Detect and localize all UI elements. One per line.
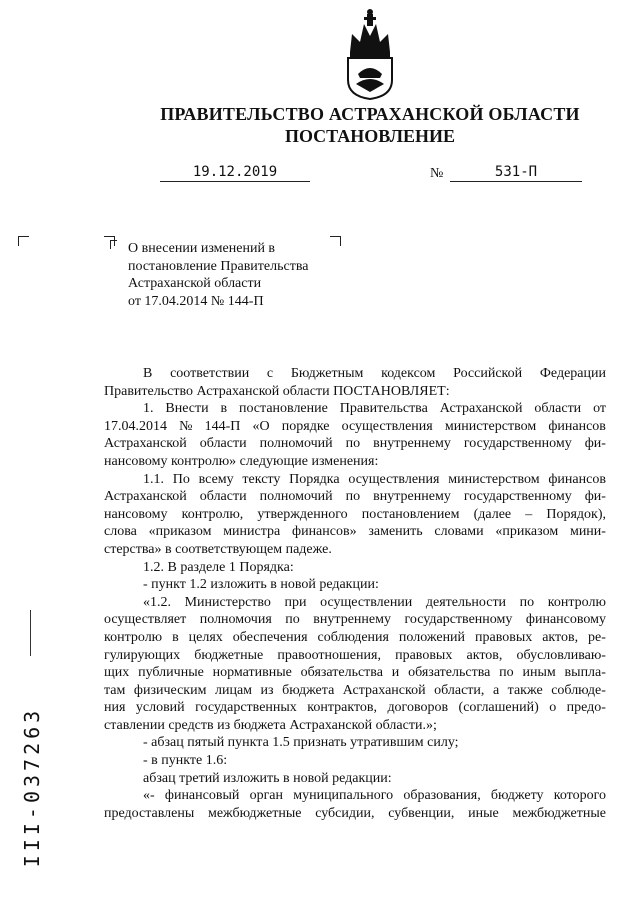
word: бюджета — [282, 682, 335, 698]
word: и — [391, 665, 400, 681]
body-line: ставлении средств из бюджета Астраханской области.»; — [104, 717, 437, 733]
word: финансов — [548, 418, 606, 434]
word: Федерации — [539, 366, 606, 381]
word: области, — [434, 682, 485, 698]
subject-line: от 17.04.2014 № 144-П — [128, 293, 264, 309]
word: субсидии, — [315, 805, 375, 821]
margin-line — [30, 610, 31, 656]
word: предоставлены — [104, 805, 195, 821]
word: «приказом — [148, 524, 212, 540]
word: бюджету — [490, 788, 544, 804]
word: внутреннему — [373, 489, 451, 505]
word: осуществлении — [320, 594, 413, 610]
word: Астраханской — [342, 682, 426, 698]
word: Правительства — [339, 401, 428, 417]
word: договоров — [387, 700, 449, 716]
number-label: № — [430, 166, 444, 181]
word: по — [345, 489, 361, 505]
word: контрактов, — [307, 700, 377, 716]
word: щих — [104, 665, 130, 681]
body-line: - в пункте 1.6: — [143, 753, 228, 769]
word: деятельности — [425, 594, 507, 610]
word: порядке — [281, 418, 330, 434]
word: всему — [198, 471, 234, 487]
word: По — [172, 471, 190, 487]
word: В — [143, 366, 153, 381]
word: целях — [188, 629, 223, 645]
word: контролю — [104, 629, 163, 645]
body-line — [104, 787, 606, 805]
document-body — [104, 365, 606, 822]
word: правоотношения, — [277, 647, 381, 663]
word: предо- — [566, 700, 606, 716]
word: (соглашений) — [458, 700, 539, 716]
document-number: 531-П — [450, 164, 582, 182]
word: Астраханской — [439, 401, 523, 417]
body-line: 1.2. В разделе 1 Порядка: — [143, 559, 294, 575]
word: Порядка — [289, 471, 340, 487]
word: «приказом — [495, 524, 559, 540]
word: (далее — [473, 506, 512, 522]
body-line: стерства» в соответствующем падеже. — [104, 541, 332, 557]
word: 1.1. — [143, 471, 164, 487]
word: 1. — [143, 401, 154, 417]
word: муниципального — [293, 788, 394, 804]
word: Астраханской — [104, 436, 187, 452]
word: утвержденного — [257, 506, 348, 522]
word: контролю — [547, 594, 606, 610]
word: – — [525, 506, 533, 522]
word: постановление — [238, 401, 328, 417]
body-line — [104, 611, 606, 629]
word: финансов» — [292, 524, 357, 540]
corner-mark — [18, 236, 29, 246]
document-subject — [128, 240, 308, 310]
word: при — [284, 594, 307, 610]
subject-line: постановление Правительства — [128, 258, 309, 274]
word: соблюде- — [551, 682, 606, 698]
word: также — [507, 682, 543, 698]
word: государственному — [404, 612, 513, 628]
word: 17.04.2014 — [104, 418, 167, 434]
word: из — [260, 682, 274, 698]
word: а — [492, 682, 500, 698]
body-line — [104, 418, 606, 436]
word: лицам — [214, 682, 253, 698]
word: которого — [553, 788, 606, 804]
word: словами — [434, 524, 484, 540]
word: постановлением — [361, 506, 460, 522]
word: министерством — [448, 471, 540, 487]
word: осуществления — [341, 418, 433, 434]
word: актов, — [542, 629, 579, 645]
body-line — [104, 435, 606, 453]
word: заменить — [368, 524, 423, 540]
word: государственному — [463, 436, 572, 452]
word: соблюдения — [317, 629, 389, 645]
word: фи- — [584, 489, 606, 505]
word: бюджетные — [194, 647, 264, 663]
word: условий — [135, 700, 185, 716]
corner-mark — [110, 240, 117, 249]
word: о — [549, 700, 557, 716]
word: иным — [522, 665, 556, 681]
government-title: ПРАВИТЕЛЬСТВО АСТРАХАНСКОЙ ОБЛАСТИ — [160, 104, 580, 124]
word: фи- — [584, 436, 606, 452]
body-line — [104, 523, 606, 541]
word: области — [534, 401, 582, 417]
word: от — [593, 401, 606, 417]
word: по — [519, 594, 535, 610]
word: Внести — [165, 401, 209, 417]
word: положений — [398, 629, 466, 645]
word: правовых — [395, 647, 453, 663]
word: образования, — [403, 788, 481, 804]
corner-mark — [330, 236, 341, 246]
word: публичные — [138, 665, 204, 681]
word: выпла- — [564, 665, 606, 681]
body-line — [104, 594, 606, 612]
body-line — [104, 699, 606, 717]
body-line — [104, 488, 606, 506]
word: с — [266, 366, 274, 381]
word: обусловливаю- — [516, 647, 606, 663]
word: Астраханской — [104, 489, 187, 505]
word: тексту — [242, 471, 281, 487]
word: внутреннему — [313, 612, 391, 628]
body-line: нансовому контролю» следующие изменения: — [104, 453, 379, 469]
word: министра — [223, 524, 281, 540]
word: правовых — [475, 629, 533, 645]
word: обеспечения — [232, 629, 308, 645]
document-date: 19.12.2019 — [160, 164, 310, 182]
word: субвенции, — [388, 805, 455, 821]
word: ния — [104, 700, 126, 716]
body-line — [104, 682, 606, 700]
word: области — [199, 489, 247, 505]
word: внутреннему — [373, 436, 451, 452]
word: «1.2. — [143, 594, 171, 610]
registration-code: III-037263 — [20, 706, 44, 868]
document-type: ПОСТАНОВЛЕНИЕ — [284, 126, 456, 146]
word: полномочия — [199, 612, 272, 628]
word: осуществления — [348, 471, 440, 487]
word: гулирующих — [104, 647, 181, 663]
word: обязательства — [300, 665, 383, 681]
body-line — [104, 664, 606, 682]
word: межбюджетные — [207, 805, 302, 821]
body-line: абзац третий изложить в новой редакции: — [143, 770, 392, 786]
word: кодексом — [381, 366, 436, 381]
word: финансовому — [525, 612, 606, 628]
word: по — [499, 665, 514, 681]
subject-line: О внесении изменений в — [128, 241, 276, 256]
body-line — [104, 506, 606, 524]
subject-line: Астраханской области — [128, 276, 262, 291]
word: контролю, — [181, 506, 244, 522]
word: полномочий — [259, 436, 333, 452]
word: Министерство — [184, 594, 271, 610]
word: финансовый — [164, 788, 240, 804]
word: там — [104, 682, 126, 698]
word: нормативные — [212, 665, 292, 681]
word: в — [172, 629, 179, 645]
body-line: - пункт 1.2 изложить в новой редакции: — [143, 577, 379, 593]
word: области — [199, 436, 247, 452]
word: «- — [143, 788, 155, 804]
body-line — [104, 629, 606, 647]
word: Российской — [453, 366, 523, 381]
body-line — [104, 805, 606, 823]
body-line — [104, 400, 606, 418]
word: по — [285, 612, 300, 628]
word: Бюджетным — [290, 366, 364, 381]
body-line — [104, 365, 606, 383]
word: актов, — [466, 647, 503, 663]
word: государственных — [195, 700, 297, 716]
word: министерством — [444, 418, 537, 434]
word: нансовому — [104, 506, 168, 522]
word: «О — [252, 418, 270, 434]
word: 144-П — [204, 418, 241, 434]
word: в — [220, 401, 228, 417]
word: слова — [104, 524, 137, 540]
word: финансов — [548, 471, 606, 487]
word: обязательства — [408, 665, 491, 681]
word: физическим — [133, 682, 207, 698]
body-line: Правительство Астраханской области ПОСТАНОВЛЯЕТ: — [104, 383, 450, 399]
word: соответствии — [170, 366, 250, 381]
body-line — [104, 471, 606, 489]
word: ре- — [588, 629, 606, 645]
word: осуществляет — [104, 612, 187, 628]
coat-of-arms-icon — [342, 8, 398, 100]
word: межбюджетные — [512, 805, 606, 821]
body-line: - абзац пятый пункта 1.5 признать утратившим силу; — [143, 735, 459, 751]
word: по — [345, 436, 361, 452]
word: № — [179, 418, 193, 434]
word: орган — [249, 788, 284, 804]
word: мини- — [569, 524, 606, 540]
word: иные — [468, 805, 499, 821]
word: Порядок), — [546, 506, 606, 522]
body-line — [104, 647, 606, 665]
word: государственному — [463, 489, 572, 505]
word: полномочий — [259, 489, 333, 505]
